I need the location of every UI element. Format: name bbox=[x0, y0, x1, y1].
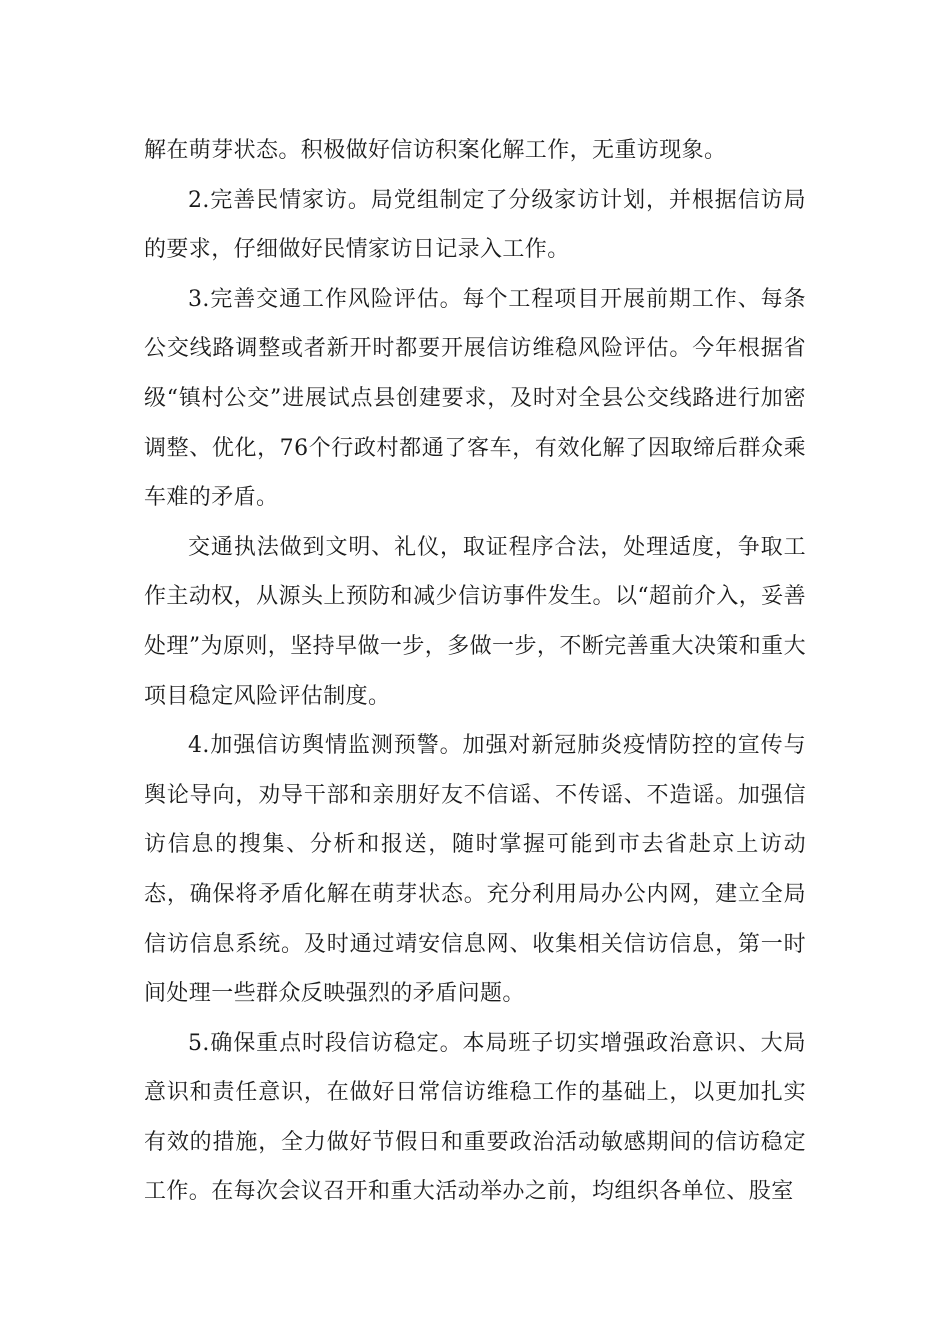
paragraph-item-3-risk-assessment: 3.完善交通工作风险评估。每个工程项目开展前期工作、每条公交线路调整或者新开时都要开展信访维稳风险评估。今年根据省级“镇村公交”进展试点县创建要求，及时对全县公交线路进行加密调整、优化，76个行政村都通了客车，有效化解了因取缔后群众乘车难的矛盾。 bbox=[144, 286, 806, 511]
document-body bbox=[144, 126, 806, 1217]
paragraph-continuation: 解在萌芽状态。积极做好信访积案化解工作，无重访现象。 bbox=[144, 138, 727, 163]
paragraph-traffic-enforcement: 交通执法做到文明、礼仪，取证程序合法，处理适度，争取工作主动权，从源头上预防和减少信访事件发生。以“超前介入，妥善处理”为原则，坚持早做一步，多做一步，不断完善重大决策和重大项目稳定风险评估制度。 bbox=[144, 534, 806, 709]
paragraph-item-4-public-opinion: 4.加强信访舆情监测预警。加强对新冠肺炎疫情防控的宣传与舆论导向，劝导干部和亲朋好友不信谣、不传谣、不造谣。加强信访信息的搜集、分析和报送，随时掌握可能到市去省赴京上访动态，确保将矛盾化解在萌芽状态。充分利用局办公内网，建立全局信访信息系统。及时通过靖安信息网、收集相关信访信息，第一时间处理一些群众反映强烈的矛盾问题。 bbox=[144, 733, 806, 1007]
paragraph-item-2-family-visits: 2.完善民情家访。局党组制定了分级家访计划，并根据信访局的要求，仔细做好民情家访日记录入工作。 bbox=[144, 187, 806, 263]
paragraph-item-5-key-periods: 5.确保重点时段信访稳定。本局班子切实增强政治意识、大局意识和责任意识，在做好日常信访维稳工作的基础上，以更加扎实有效的措施，全力做好节假日和重要政治活动敏感期间的信访稳定工作。在每次会议召开和重大活动举办之前，均组织各单位、股室 bbox=[144, 1030, 806, 1205]
